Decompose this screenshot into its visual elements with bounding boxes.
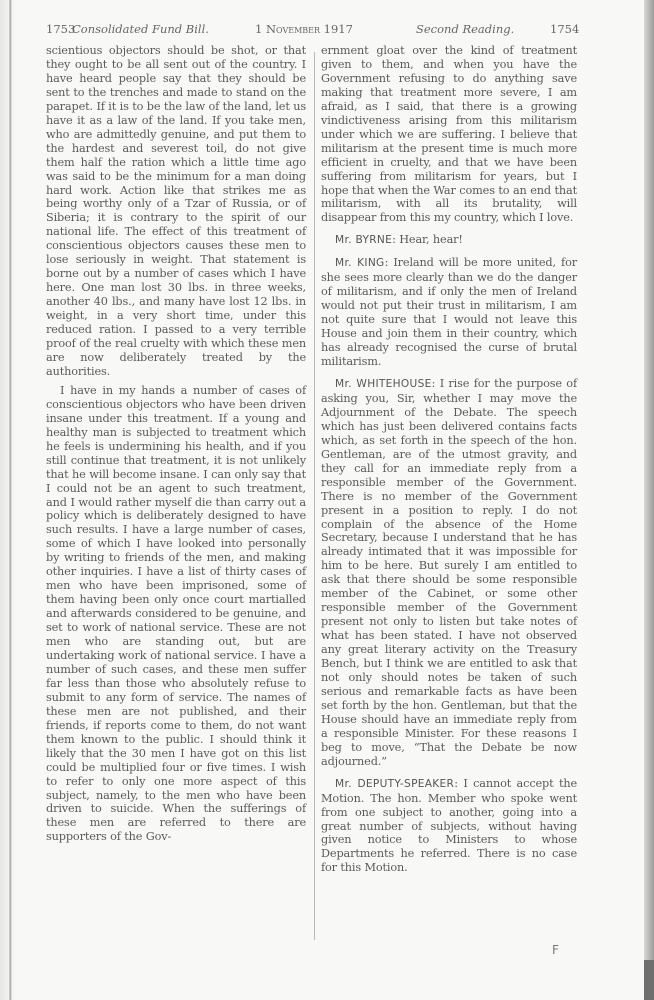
speech-byrne xyxy=(321,233,577,248)
speech-whitehouse xyxy=(321,377,577,769)
running-header xyxy=(46,22,580,38)
left-column-number: 1753 xyxy=(46,22,76,36)
paragraph-continuation: ernment gloat over the kind of treatment given to them, and when you have the Government refusing to do anything save making that treatment more severe, I am afraid, as I said, that there is a growing vindictiveness arising from this militarism under which we are suffering. I believe that militarism at the present time is much more efficient in cruelty, and that we have been suffering from militarism for years, but I hope that when the War comes to an end that militarism, with all its brutality, will disappear from this my country, which I love. xyxy=(321,44,577,225)
speaker-name: Mr. DEPUTY-SPEAKER xyxy=(335,777,455,790)
page-corner-shadow xyxy=(644,960,654,1000)
sitting-date: 1 November 1917 xyxy=(255,22,353,36)
speech-text: : Ireland will be more united, for she sees more clearly than we do the danger of militarism, and if only the men of Ireland would not put their trust in militarism, I am not quite sure that I would not leave this House and join them in their country, which has already recognised the curse of brutal militarism. xyxy=(321,256,577,369)
right-column-number: 1754 xyxy=(550,22,580,36)
speech-text: : I cannot accept the Motion. The hon. Member who spoke went from one subject to another, going into a great number of subjects, without having given notice to Ministers to whose Departments he referred. There is no case for this Motion. xyxy=(321,776,577,875)
page-left-edge xyxy=(0,0,14,1000)
bill-title: Consolidated Fund Bill. xyxy=(72,22,209,36)
paragraph: scientious objectors should be shot, or that they ought to be all sent out of the country. I have heard people say that they should be sent to the trenches and made to stand on the parapet. If it is to be the law of the land, let us have it as a law of the land. If you take men, who are admittedly genuine, and put them to the hardest and severest toil, do not give them half the ration which a little time ago was said to be the minimum for a man doing hard work. Action like that strikes me as being worthy only of a Tzar of Russia, or of Siberia; it is contrary to the spirit of our national life. The effect of this treatment of conscientious objectors causes these men to lose seriously in weight. That statement is borne out by a number of cases which I have here. One man lost 30 lbs. in three weeks, another 40 lbs., and many have lost 12 lbs. in weight, in a very short time, under this reduced ration. I passed to a very terrible proof of the real cruelty with which these men are now deliberately treated by the authorities. xyxy=(46,44,306,378)
speech-deputy-speaker xyxy=(321,777,577,876)
speaker-name: Mr. KING xyxy=(335,257,385,270)
speaker-name: Mr. WHITEHOUSE xyxy=(335,377,432,390)
paragraph: I have in my hands a number of cases of conscientious objectors who have been driven insane under this treatment. If a young and healthy man is subjected to treatment which he feels is undermining his health, and if you still continue that treatment, it is not unlikely that he will become insane. I can only say that I could not be an agent to such treatment, and I would rather myself die than carry out a policy which is deliberately designed to have such results. I have a large number of cases, some of which I have looked into personally by writing to friends of the men, and making other inquiries. I have a list of thirty cases of men who have been imprisoned, some of them having been only once court martialled and afterwards considered to be genuine, and set to work of national service. These are not men who are standing out, but are undertaking work of national service. I have a number of such cases, and these men suffer far less than those who absolutely refuse to submit to any form of service. The names of these men are not published, and their friends, if reports come to them, do not want them known to the public. I should think it likely that the 30 men I have got on this list could be multiplied four or five times. I wish to refer to only one more aspect of this subject, namely, to the men who have been driven to suicide. When the sufferings of these men are referred to there are supporters of the Gov- xyxy=(46,383,306,844)
left-column xyxy=(46,44,306,844)
speaker-name: Mr. BYRNE xyxy=(335,234,393,247)
column-divider xyxy=(314,52,315,940)
speech-text: : Hear, hear! xyxy=(392,233,463,247)
right-column xyxy=(321,44,577,875)
speech-text: : I rise for the purpose of asking you, Sir, whether I may move the Adjournment of the Debate. The speech which has just been delivered contains facts which, as set forth in the speech of the hon. Gentleman, are of the utmost gravity, and they call for an immediate reply from a responsible member of the Government. There is no member of the Government present in a position to reply. I do not complain of the absence of the Home Secretary, because I understand that he has already intimated that it was impossible for him to be here. But surely I am entitled to ask that there should be some responsible member of the Cabinet, or some other responsible member of the Government present not only to listen but take notes of what has been stated. I have not observed any great literary activity on the Treasury Bench, but I think we are entitled to ask that not only should notes be taken of such serious and remarkable facts as have been set forth by the hon. Gentleman, but that the House should have an immediate reply from a responsible Minister. For these reasons I beg to move, “That the Debate be now adjourned.” xyxy=(321,376,577,768)
signature-mark: F xyxy=(552,943,559,957)
reading-stage: Second Reading. xyxy=(416,22,515,36)
page-right-edge xyxy=(644,0,654,1000)
speech-king xyxy=(321,256,577,369)
